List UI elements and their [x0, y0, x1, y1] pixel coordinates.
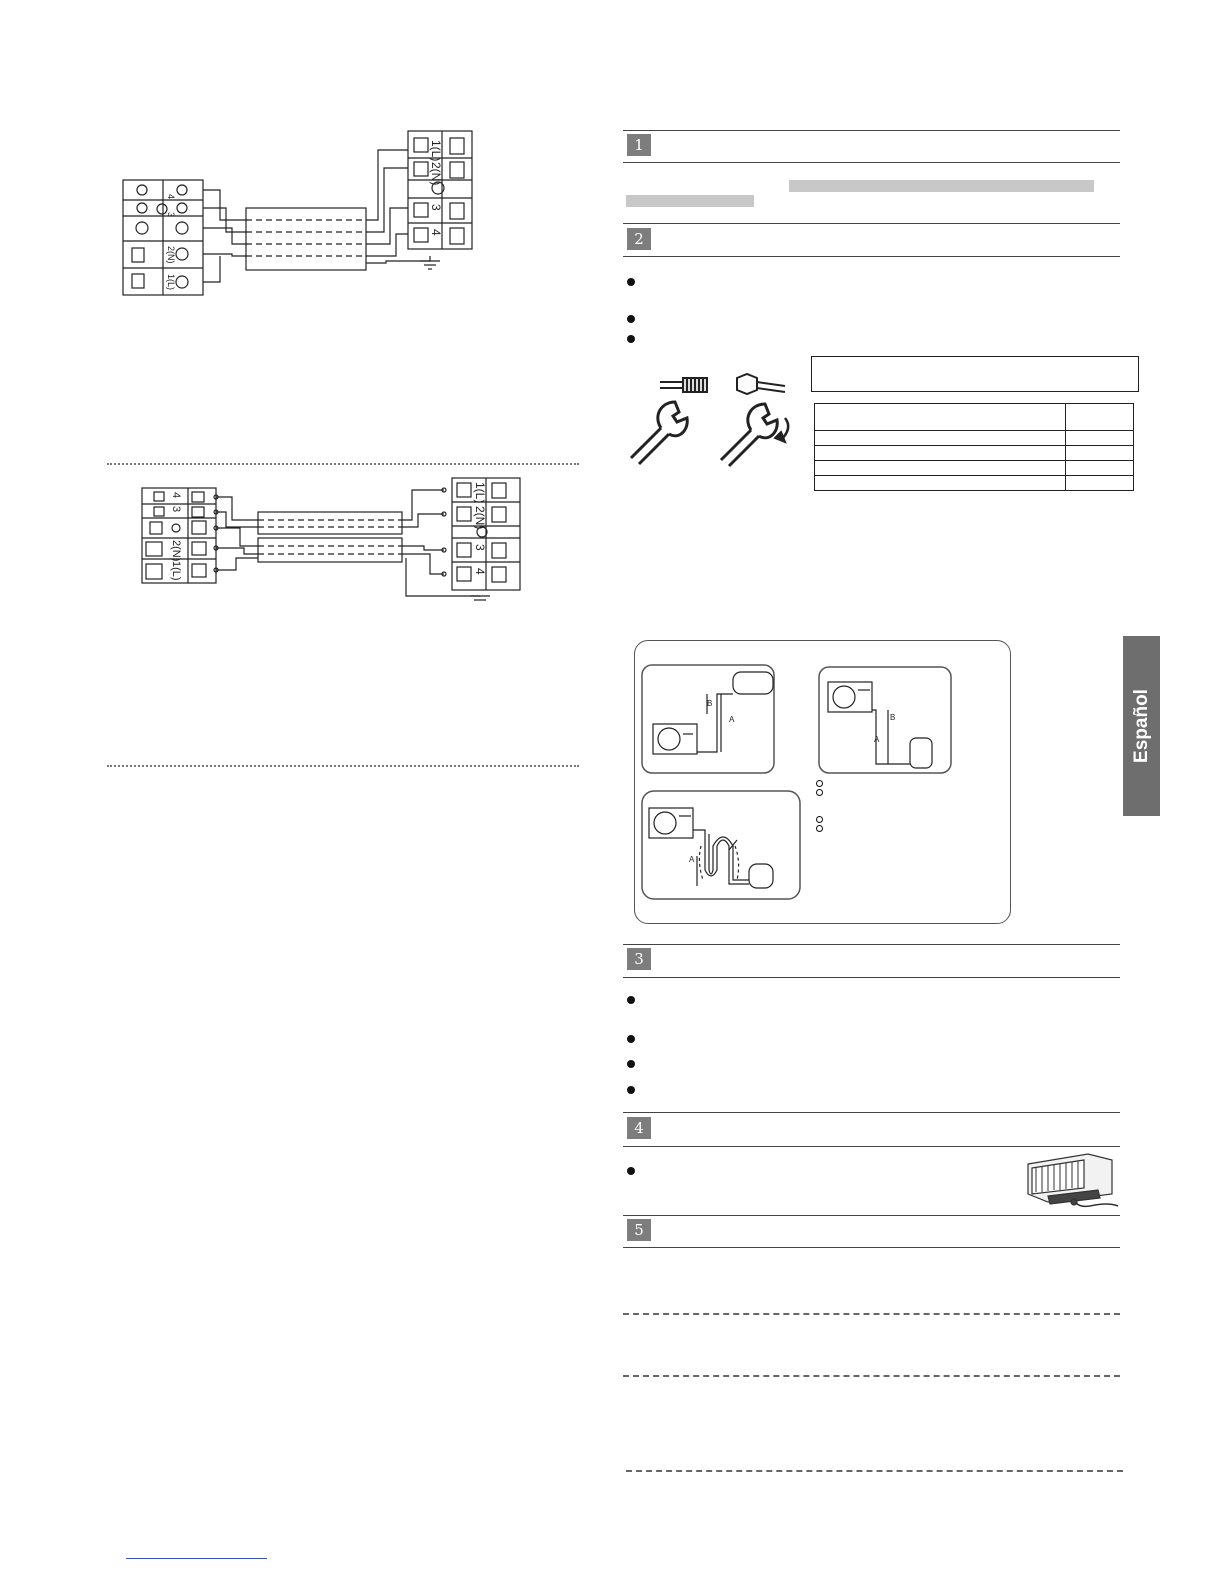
wiring-diagram-2 [140, 476, 524, 608]
indoor-terminal-label: 2(N) [166, 246, 176, 264]
outdoor-terminal-label: 3 [473, 544, 487, 551]
step-badge-3: 3 [627, 948, 651, 970]
section-rule [623, 130, 1120, 131]
indoor-terminal-label: 3 [166, 212, 176, 218]
dimension-label-b: B [890, 713, 896, 722]
step-badge-4: 4 [627, 1117, 651, 1139]
torque-table [814, 403, 1134, 491]
bullet-point [627, 315, 635, 323]
step-badge-1: 1 [627, 134, 651, 156]
section-rule [623, 1146, 1120, 1147]
section-rule [623, 256, 1120, 257]
torque-note-box [811, 356, 1139, 392]
outdoor-terminal-label: 1(L) [473, 482, 487, 504]
outdoor-terminal-label: 3 [429, 204, 443, 211]
dimension-label-a: A [729, 715, 735, 724]
wiring-diagram-1 [120, 128, 480, 300]
indoor-terminal-label: 1(L) [166, 274, 176, 291]
dimension-label-a: A [874, 735, 880, 744]
wrench-flare-nut-illustration [625, 368, 805, 468]
bullet-point [627, 278, 635, 286]
dimension-label-b: B [707, 699, 713, 708]
step-badge-2: 2 [627, 228, 651, 250]
piping-diagram-trap-loop [641, 790, 801, 900]
section-rule [623, 977, 1120, 978]
bullet-point [627, 1167, 635, 1175]
bullet-point [627, 996, 635, 1004]
language-tab-label: Español [1130, 689, 1152, 763]
footer-link-underline[interactable] [126, 1558, 267, 1559]
bullet-point [627, 1060, 635, 1068]
dashed-divider [623, 1313, 1120, 1315]
small-bullet [816, 789, 823, 796]
section-rule [623, 944, 1120, 945]
piping-diagram-outdoor-above [818, 666, 952, 774]
outdoor-terminal-label: 4 [473, 568, 487, 575]
section-rule [623, 1112, 1120, 1113]
outdoor-terminal-label: 4 [429, 229, 443, 236]
section-rule [623, 1215, 1120, 1216]
outdoor-terminal-label: 2(N) [429, 162, 443, 186]
small-bullet [816, 825, 823, 832]
indoor-terminal-label: 4 [166, 194, 176, 200]
bullet-point [627, 1086, 635, 1094]
indoor-terminal-label: 3 [170, 506, 182, 513]
indoor-terminal-label: 2(N) [170, 540, 182, 562]
dimension-label-a: A [689, 855, 695, 864]
step-badge-5: 5 [627, 1219, 651, 1241]
indoor-terminal-label: 1(L) [170, 561, 182, 581]
redacted-text-bar [789, 180, 1094, 192]
language-tab[interactable] [1123, 636, 1160, 816]
outdoor-unit-drain-illustration [1018, 1150, 1122, 1212]
indoor-terminal-label: 4 [170, 492, 182, 499]
small-bullet [816, 780, 823, 787]
outdoor-terminal-label: 2(N) [473, 506, 487, 530]
dashed-divider [623, 1375, 1120, 1377]
section-rule [623, 1247, 1120, 1248]
piping-diagram-outdoor-below [641, 664, 775, 774]
bullet-point [627, 335, 635, 343]
redacted-text-bar [626, 195, 754, 207]
outdoor-terminal-label: 1(L) [429, 140, 443, 162]
bullet-point [627, 1035, 635, 1043]
dashed-divider [626, 1470, 1123, 1472]
section-rule [623, 223, 1120, 224]
section-divider [107, 765, 579, 767]
small-bullet [816, 816, 823, 823]
section-divider [107, 463, 579, 465]
section-rule [623, 162, 1120, 163]
